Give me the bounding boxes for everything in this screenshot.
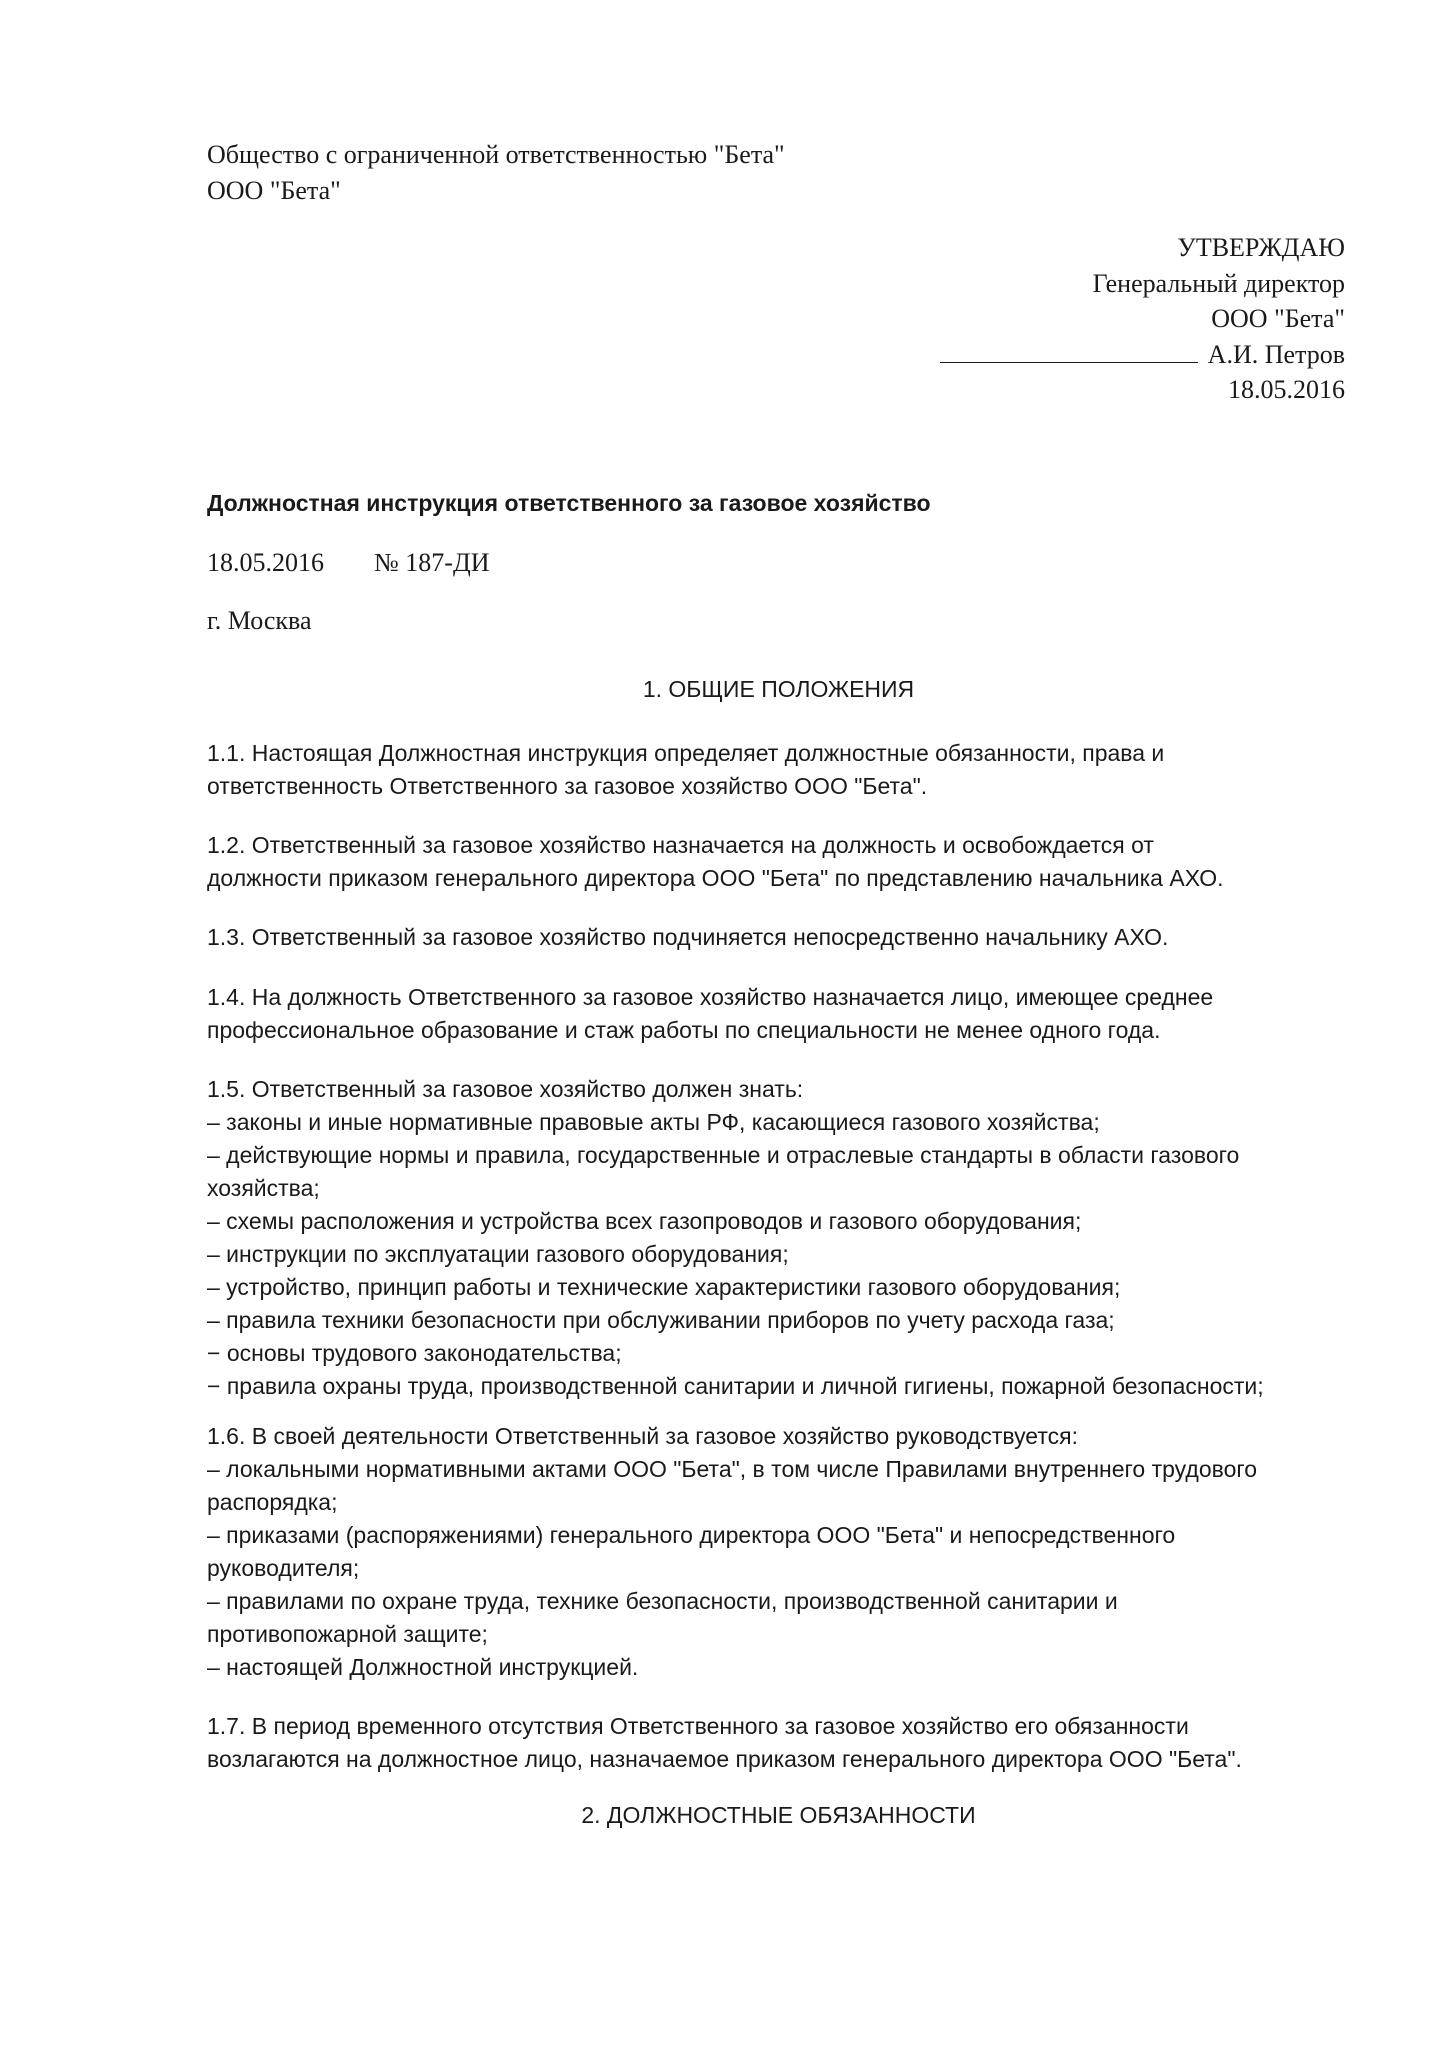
paragraph-1-3 xyxy=(207,921,1168,954)
list-item: 1.5. Ответственный за газовое хозяйство должен знать: xyxy=(207,1076,804,1102)
list-item: – правила техники безопасности при обслуживании приборов по учету расхода газа; xyxy=(207,1307,1115,1333)
paragraph-line: 1.7. В период временного отсутствия Ответственного за газовое хозяйство его обязанности xyxy=(207,1713,1189,1739)
paragraph-1-7 xyxy=(207,1710,1242,1776)
approval-org: ООО "Бета" xyxy=(1211,304,1345,333)
document-city: г. Москва xyxy=(207,606,312,635)
paragraph-line: 1.3. Ответственный за газовое хозяйство подчиняется непосредственно начальнику АХО. xyxy=(207,924,1169,950)
signatory-name: А.И. Петров xyxy=(1207,339,1345,369)
paragraph-line: 1.4. На должность Ответственного за газовое хозяйство назначается лицо, имеющее среднее xyxy=(207,984,1214,1010)
list-item: противопожарной защите; xyxy=(207,1621,488,1647)
document-number: № 187-ДИ xyxy=(374,548,490,577)
list-item: − основы трудового законодательства; xyxy=(207,1340,622,1366)
paragraph-line: 1.2. Ответственный за газовое хозяйство назначается на должность и освобождается от xyxy=(207,832,1154,858)
list-item: 1.6. В своей деятельности Ответственный за газовое хозяйство руководствуется: xyxy=(207,1423,1078,1449)
org-short-name: ООО "Бета" xyxy=(207,176,341,205)
paragraph-line: ответственность Ответственного за газовое хозяйство ООО "Бета". xyxy=(207,773,928,799)
paragraph-1-2 xyxy=(207,829,1224,895)
list-item: – действующие нормы и правила, государственные и отраслевые стандарты в области газового xyxy=(207,1142,1240,1168)
approval-position: Генеральный директор xyxy=(1092,268,1345,298)
paragraph-line: должности приказом генерального директора ООО "Бета" по представлению начальника АХО. xyxy=(207,865,1224,891)
document-date-number xyxy=(207,548,489,578)
list-item: – схемы расположения и устройства всех газопроводов и газового оборудования; xyxy=(207,1208,1082,1234)
section-1-heading: 1. ОБЩИЕ ПОЛОЖЕНИЯ xyxy=(642,676,915,702)
paragraph-1-4 xyxy=(207,981,1213,1047)
signature-line xyxy=(940,340,1198,363)
list-item: распорядка; xyxy=(207,1489,338,1515)
approval-block xyxy=(940,230,1345,408)
approval-stamp: УТВЕРЖДАЮ xyxy=(1177,233,1345,262)
document-title: Должностная инструкция ответственного за газовое хозяйство xyxy=(207,490,931,516)
document-date: 18.05.2016 xyxy=(207,548,324,577)
list-item: – законы и иные нормативные правовые акты РФ, касающиеся газового хозяйства; xyxy=(207,1109,1100,1135)
list-item: – правилами по охране труда, технике безопасности, производственной санитарии и xyxy=(207,1588,1118,1614)
paragraph-line: 1.1. Настоящая Должностная инструкция определяет должностные обязанности, права и xyxy=(207,740,1165,766)
paragraph-line: профессиональное образование и стаж работы по специальности не менее одного года. xyxy=(207,1017,1161,1043)
organization-header xyxy=(207,137,785,209)
list-item: руководителя; xyxy=(207,1555,360,1581)
paragraph-1-6 xyxy=(207,1420,1257,1684)
list-item: – локальными нормативными актами ООО "Бета", в том числе Правилами внутреннего трудового xyxy=(207,1456,1258,1482)
paragraph-1-5 xyxy=(207,1073,1264,1403)
list-item: – приказами (распоряжениями) генерального директора ООО "Бета" и непосредственного xyxy=(207,1522,1176,1548)
approval-date: 18.05.2016 xyxy=(1228,375,1345,404)
org-full-name: Общество с ограниченной ответственностью "Бета" xyxy=(207,140,785,169)
signature-row xyxy=(940,337,1345,373)
list-item: – настоящей Должностной инструкцией. xyxy=(207,1654,639,1680)
list-item: − правила охраны труда, производственной санитарии и личной гигиены, пожарной безопасности; xyxy=(207,1373,1264,1399)
list-item: – устройство, принцип работы и технические характеристики газового оборудования; xyxy=(207,1274,1121,1300)
paragraph-line: возлагаются на должностное лицо, назначаемое приказом генерального директора ООО "Бета". xyxy=(207,1746,1242,1772)
list-item: хозяйства; xyxy=(207,1175,320,1201)
section-2-heading: 2. ДОЛЖНОСТНЫЕ ОБЯЗАННОСТИ xyxy=(581,1802,976,1828)
paragraph-1-1 xyxy=(207,737,1164,803)
list-item: – инструкции по эксплуатации газового оборудования; xyxy=(207,1241,789,1267)
